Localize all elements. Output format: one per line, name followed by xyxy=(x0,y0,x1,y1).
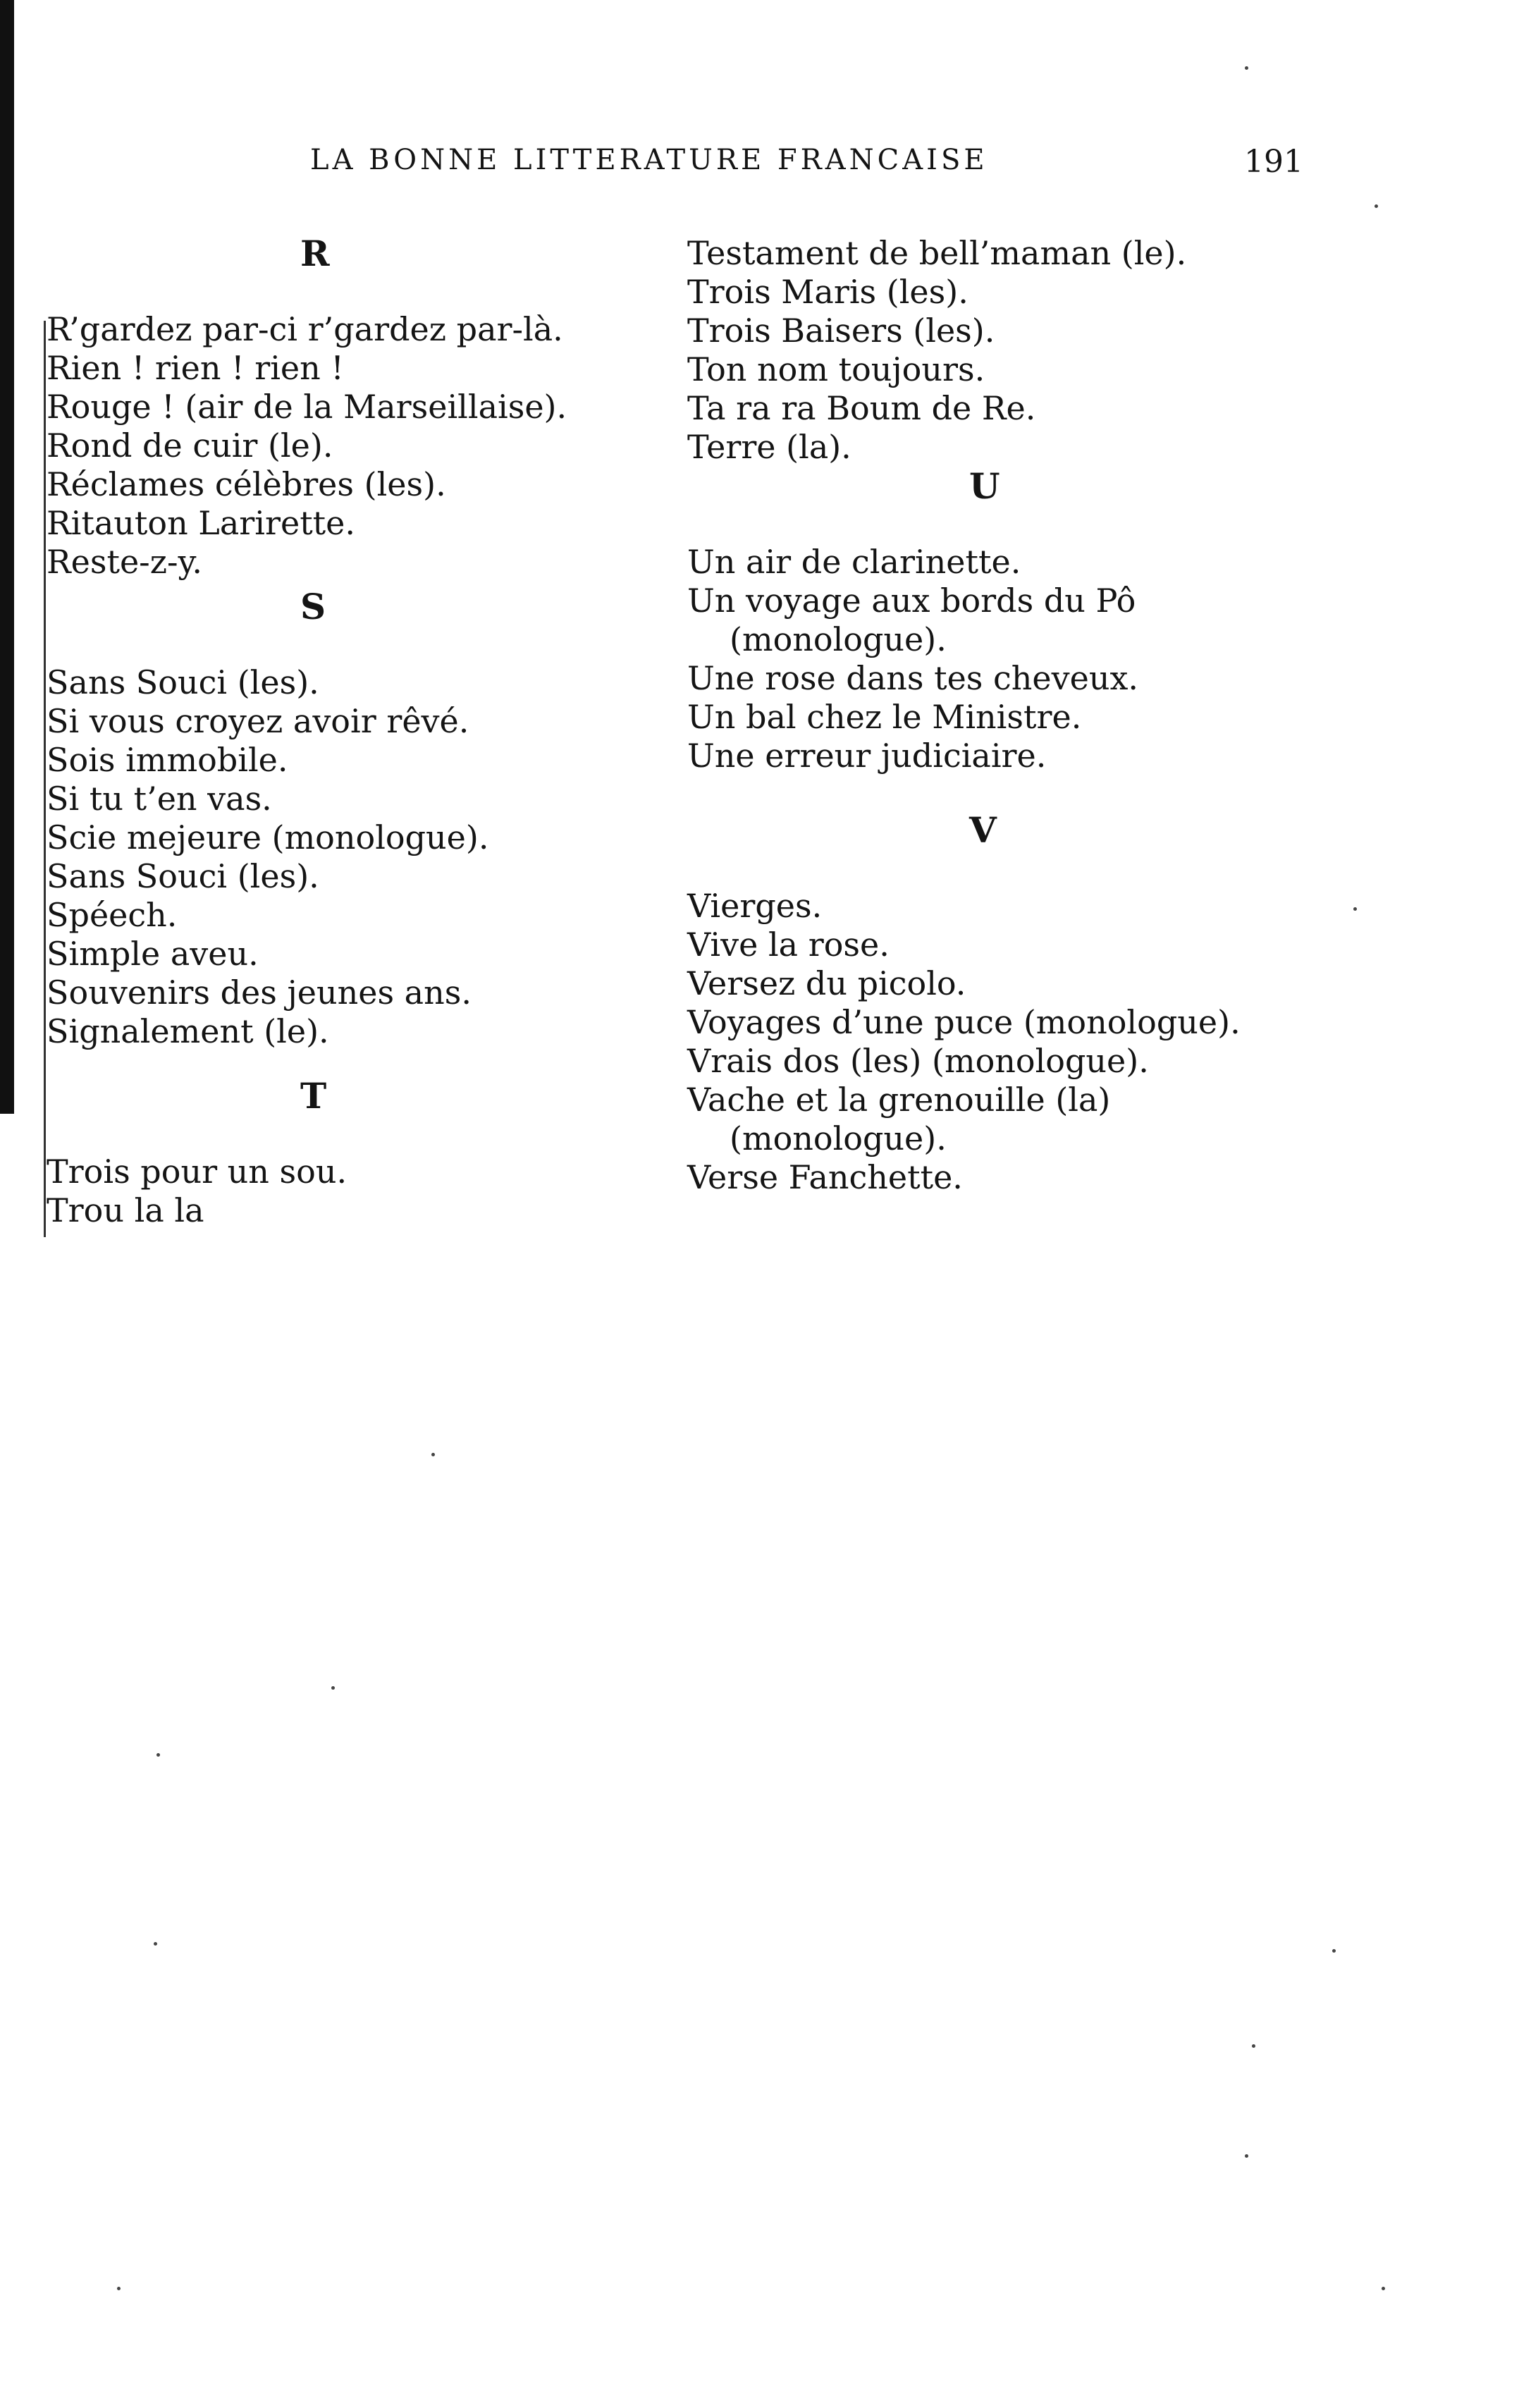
section-letter-T: T xyxy=(300,1075,327,1117)
scan-speck xyxy=(1245,66,1248,70)
list-item: Signalement (le). xyxy=(47,1012,329,1050)
scan-speck xyxy=(1252,2044,1255,2048)
list-item: Versez du picolo. xyxy=(687,964,966,1002)
list-item: Rond de cuir (le). xyxy=(47,426,333,465)
section-letter-V: V xyxy=(969,809,997,851)
right-column xyxy=(687,234,1336,1197)
list-item: Un air de clarinette. xyxy=(687,543,1021,581)
section-letter-R: R xyxy=(300,233,330,274)
list-item: Vrais dos (les) (monologue). xyxy=(687,1042,1149,1080)
list-item: R’gardez par-ci r’gardez par-là. xyxy=(47,310,563,348)
list-item: Vive la rose. xyxy=(687,926,890,964)
scan-speck xyxy=(331,1686,335,1690)
scan-speck xyxy=(1353,907,1357,911)
list-item: Une erreur judiciaire. xyxy=(687,737,1047,775)
running-title: LA BONNE LITTERATURE FRANCAISE xyxy=(310,144,988,176)
list-item: Scie mejeure (monologue). xyxy=(47,818,489,856)
list-item: Rouge ! (air de la Marseillaise). xyxy=(47,388,567,426)
list-item: Simple aveu. xyxy=(47,935,259,973)
scan-speck xyxy=(117,2287,121,2290)
list-item: Testament de bell’maman (le). xyxy=(687,234,1187,272)
scan-speck xyxy=(1245,2154,1248,2158)
list-item: Trois pour un sou. xyxy=(47,1153,348,1191)
list-item: Voyages d’une puce (monologue). xyxy=(687,1003,1241,1041)
page-number: 191 xyxy=(1244,144,1303,180)
list-item: Trois Baisers (les). xyxy=(687,312,995,350)
list-item: Sans Souci (les). xyxy=(47,857,319,895)
scan-speck xyxy=(156,1753,160,1757)
list-item: Sois immobile. xyxy=(47,741,288,779)
list-item: Un voyage aux bords du Pô (monologue). xyxy=(687,582,1136,658)
list-item: Trois Maris (les). xyxy=(687,273,968,311)
list-item: Si vous croyez avoir rêvé. xyxy=(47,702,469,740)
list-item: Vierges. xyxy=(687,887,823,925)
list-item: Réclames célèbres (les). xyxy=(47,465,446,503)
list-item: Verse Fanchette. xyxy=(687,1158,963,1196)
list-item: Spéech. xyxy=(47,896,178,934)
section-letter-U: U xyxy=(969,465,1000,507)
list-item: Rien ! rien ! rien ! xyxy=(47,349,344,387)
section-letter-S: S xyxy=(300,586,326,627)
list-item: Souvenirs des jeunes ans. xyxy=(47,973,472,1012)
list-item: Si tu t’en vas. xyxy=(47,780,272,818)
list-item: Terre (la). xyxy=(687,428,851,466)
list-item: Un bal chez le Ministre. xyxy=(687,698,1082,736)
list-item: Ta ra ra Boum de Re. xyxy=(687,389,1036,427)
scan-speck xyxy=(154,1942,157,1946)
list-item: Ritauton Larirette. xyxy=(47,504,356,542)
scan-speck xyxy=(1375,204,1378,208)
scan-speck xyxy=(1332,1949,1336,1953)
list-item: Reste-z-y. xyxy=(47,543,202,581)
list-item: Une rose dans tes cheveux. xyxy=(687,659,1139,697)
page-header xyxy=(0,144,1519,200)
margin-rule xyxy=(44,321,46,1237)
list-item: Trou la la xyxy=(47,1191,204,1229)
list-item: Ton nom toujours. xyxy=(687,350,985,388)
scan-speck xyxy=(431,1453,435,1456)
list-item: Vache et la grenouille (la) (monologue). xyxy=(687,1081,1111,1157)
left-column xyxy=(47,234,646,1230)
scan-speck xyxy=(1382,2287,1385,2290)
list-item: Sans Souci (les). xyxy=(47,663,319,701)
